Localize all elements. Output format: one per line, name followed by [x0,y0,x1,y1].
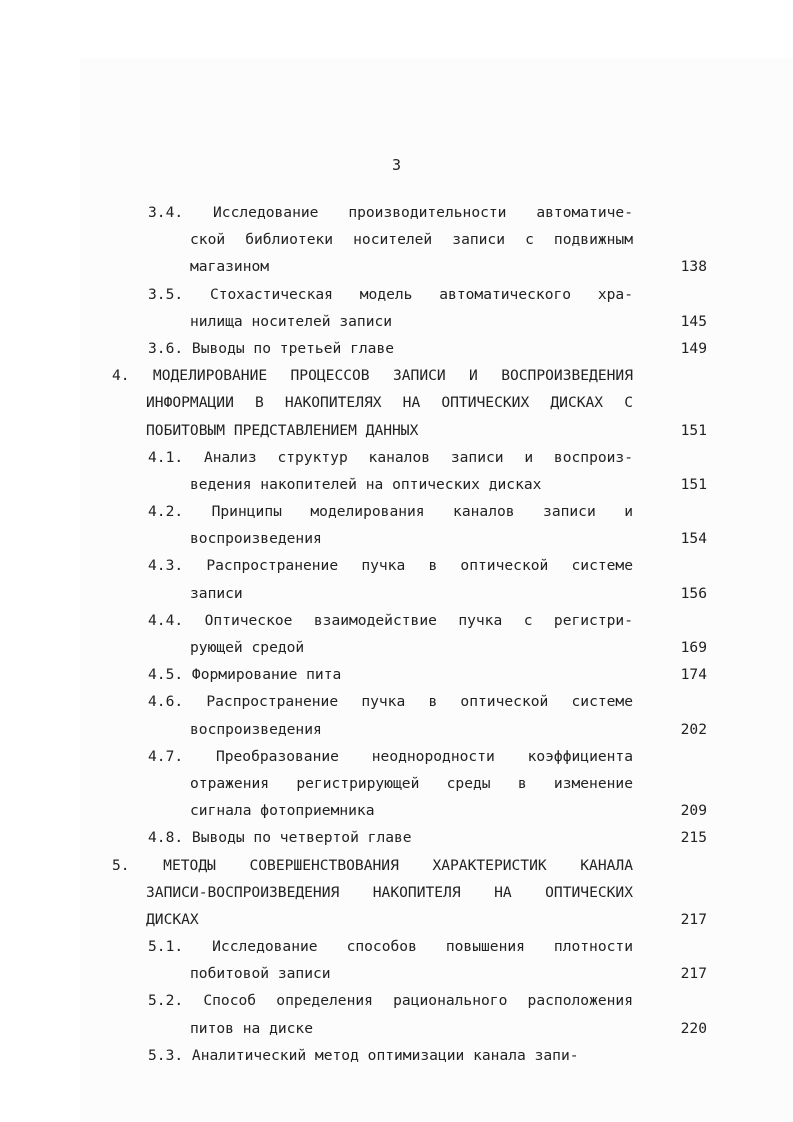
page-number: 3 [391,156,402,174]
toc-line [0,634,793,661]
toc-page-number: 151 [680,475,707,493]
toc-line [0,525,793,552]
toc-line [0,281,793,308]
toc-entry-text: 4.8. Выводы по четвертой главе [148,829,412,847]
toc-line [0,471,793,498]
toc-entry-text: 4.4. Оптическое взаимодействие пучка с регистри- [148,611,633,629]
toc-entry-text: сигнала фотоприемника [190,802,375,820]
toc-line [0,716,793,743]
toc-line [0,308,793,335]
toc-entry-text: 3.6. Выводы по третьей главе [148,339,395,357]
toc-line [0,580,793,607]
toc-entry-text: 4.2. Принципы моделирования каналов записи и [148,503,633,521]
toc-entry-text: магазином [190,258,270,276]
toc-entry-text: 4.5. Формирование пита [148,666,342,684]
toc-page-number: 151 [680,421,707,439]
toc-line [0,253,793,280]
toc-line [0,906,793,933]
toc-line [0,1042,793,1069]
toc-line [0,743,793,770]
toc-entry-text: 4.1. Анализ структур каналов записи и воспроиз- [148,448,633,466]
toc-entry-text: 3.5. Стохастическая модель автоматического хра- [148,285,633,303]
toc-entry-text: нилища носителей записи [190,312,393,330]
toc-page-number: 220 [680,1019,707,1037]
toc-entry-text: питов на диске [190,1019,314,1037]
toc-line [0,1015,793,1042]
toc-entry-text: воспроизведения [190,720,322,738]
toc-page-number: 154 [680,530,707,548]
toc-line [0,770,793,797]
toc-page-number: 138 [680,258,707,276]
toc-entry-text: побитовой записи [190,965,331,983]
toc-line [0,226,793,253]
toc-page-number: 217 [680,910,707,928]
toc-line [0,389,793,416]
toc-entry-text: воспроизведения [190,530,322,548]
toc-entry-text: ведения накопителей на оптических дисках [190,475,542,493]
toc-line [0,335,793,362]
toc-entry-text: 5. МЕТОДЫ СОВЕРШЕНСТВОВАНИЯ ХАРАКТЕРИСТИК КАНАЛА [112,856,633,874]
toc-line [0,199,793,226]
toc-page-number: 156 [680,584,707,602]
toc-entry-text: ДИСКАХ [146,910,199,928]
toc-entry-text: рующей средой [190,639,305,656]
toc-entry-text: записи [190,584,243,602]
toc-page-number: 145 [680,312,707,330]
toc-line [0,933,793,960]
toc-entry-text: 5.2. Способ определения рационального расположения [148,992,633,1010]
toc-entry-text: отражения регистрирующей среды в изменение [190,774,633,792]
toc-page-number: 169 [680,639,707,656]
toc-entry-text: ской библиотеки носителей записи с подвижным [190,231,633,249]
toc-entry-text: 4. МОДЕЛИРОВАНИЕ ПРОЦЕССОВ ЗАПИСИ И ВОСПРОИЗВЕДЕНИЯ [112,367,633,385]
toc-page-number: 209 [680,802,707,820]
toc-page-number: 215 [680,829,707,847]
toc-entry-text: 5.1. Исследование способов повышения плотности [148,938,633,956]
toc-entry-text: 4.6. Распространение пучка в оптической системе [148,693,633,711]
toc-line [0,607,793,634]
toc-page-number: 149 [680,339,707,357]
toc-line [0,960,793,987]
toc-line [0,797,793,824]
toc-line [0,498,793,525]
toc-line [0,879,793,906]
toc-line [0,444,793,471]
toc-entry-text: ЗАПИСИ-ВОСПРОИЗВЕДЕНИЯ НАКОПИТЕЛЯ НА ОПТИЧЕСКИХ [146,883,633,901]
toc-line [0,661,793,688]
toc-entry-text: 5.3. Аналитический метод оптимизации канала запи- [148,1046,579,1064]
toc-entry-text: 3.4. Исследование производительности автоматиче- [148,204,633,221]
toc-line [0,688,793,715]
toc-page-number: 202 [680,720,707,738]
toc-entry-text: 4.7. Преобразование неоднородности коэффициента [148,747,633,765]
toc-line [0,824,793,851]
toc-entry-text: 4.3. Распространение пучка в оптической системе [148,557,633,575]
toc-line [0,417,793,444]
table-of-contents [0,199,793,1069]
toc-line [0,552,793,579]
toc-entry-text: ПОБИТОВЫМ ПРЕДСТАВЛЕНИЕМ ДАННЫХ [146,421,419,439]
toc-line [0,852,793,879]
toc-entry-text: ИНФОРМАЦИИ В НАКОПИТЕЛЯХ НА ОПТИЧЕСКИХ ДИСКАХ С [146,394,633,412]
toc-line [0,987,793,1014]
toc-page-number: 217 [680,965,707,983]
toc-line [0,362,793,389]
toc-page-number: 174 [680,666,707,684]
